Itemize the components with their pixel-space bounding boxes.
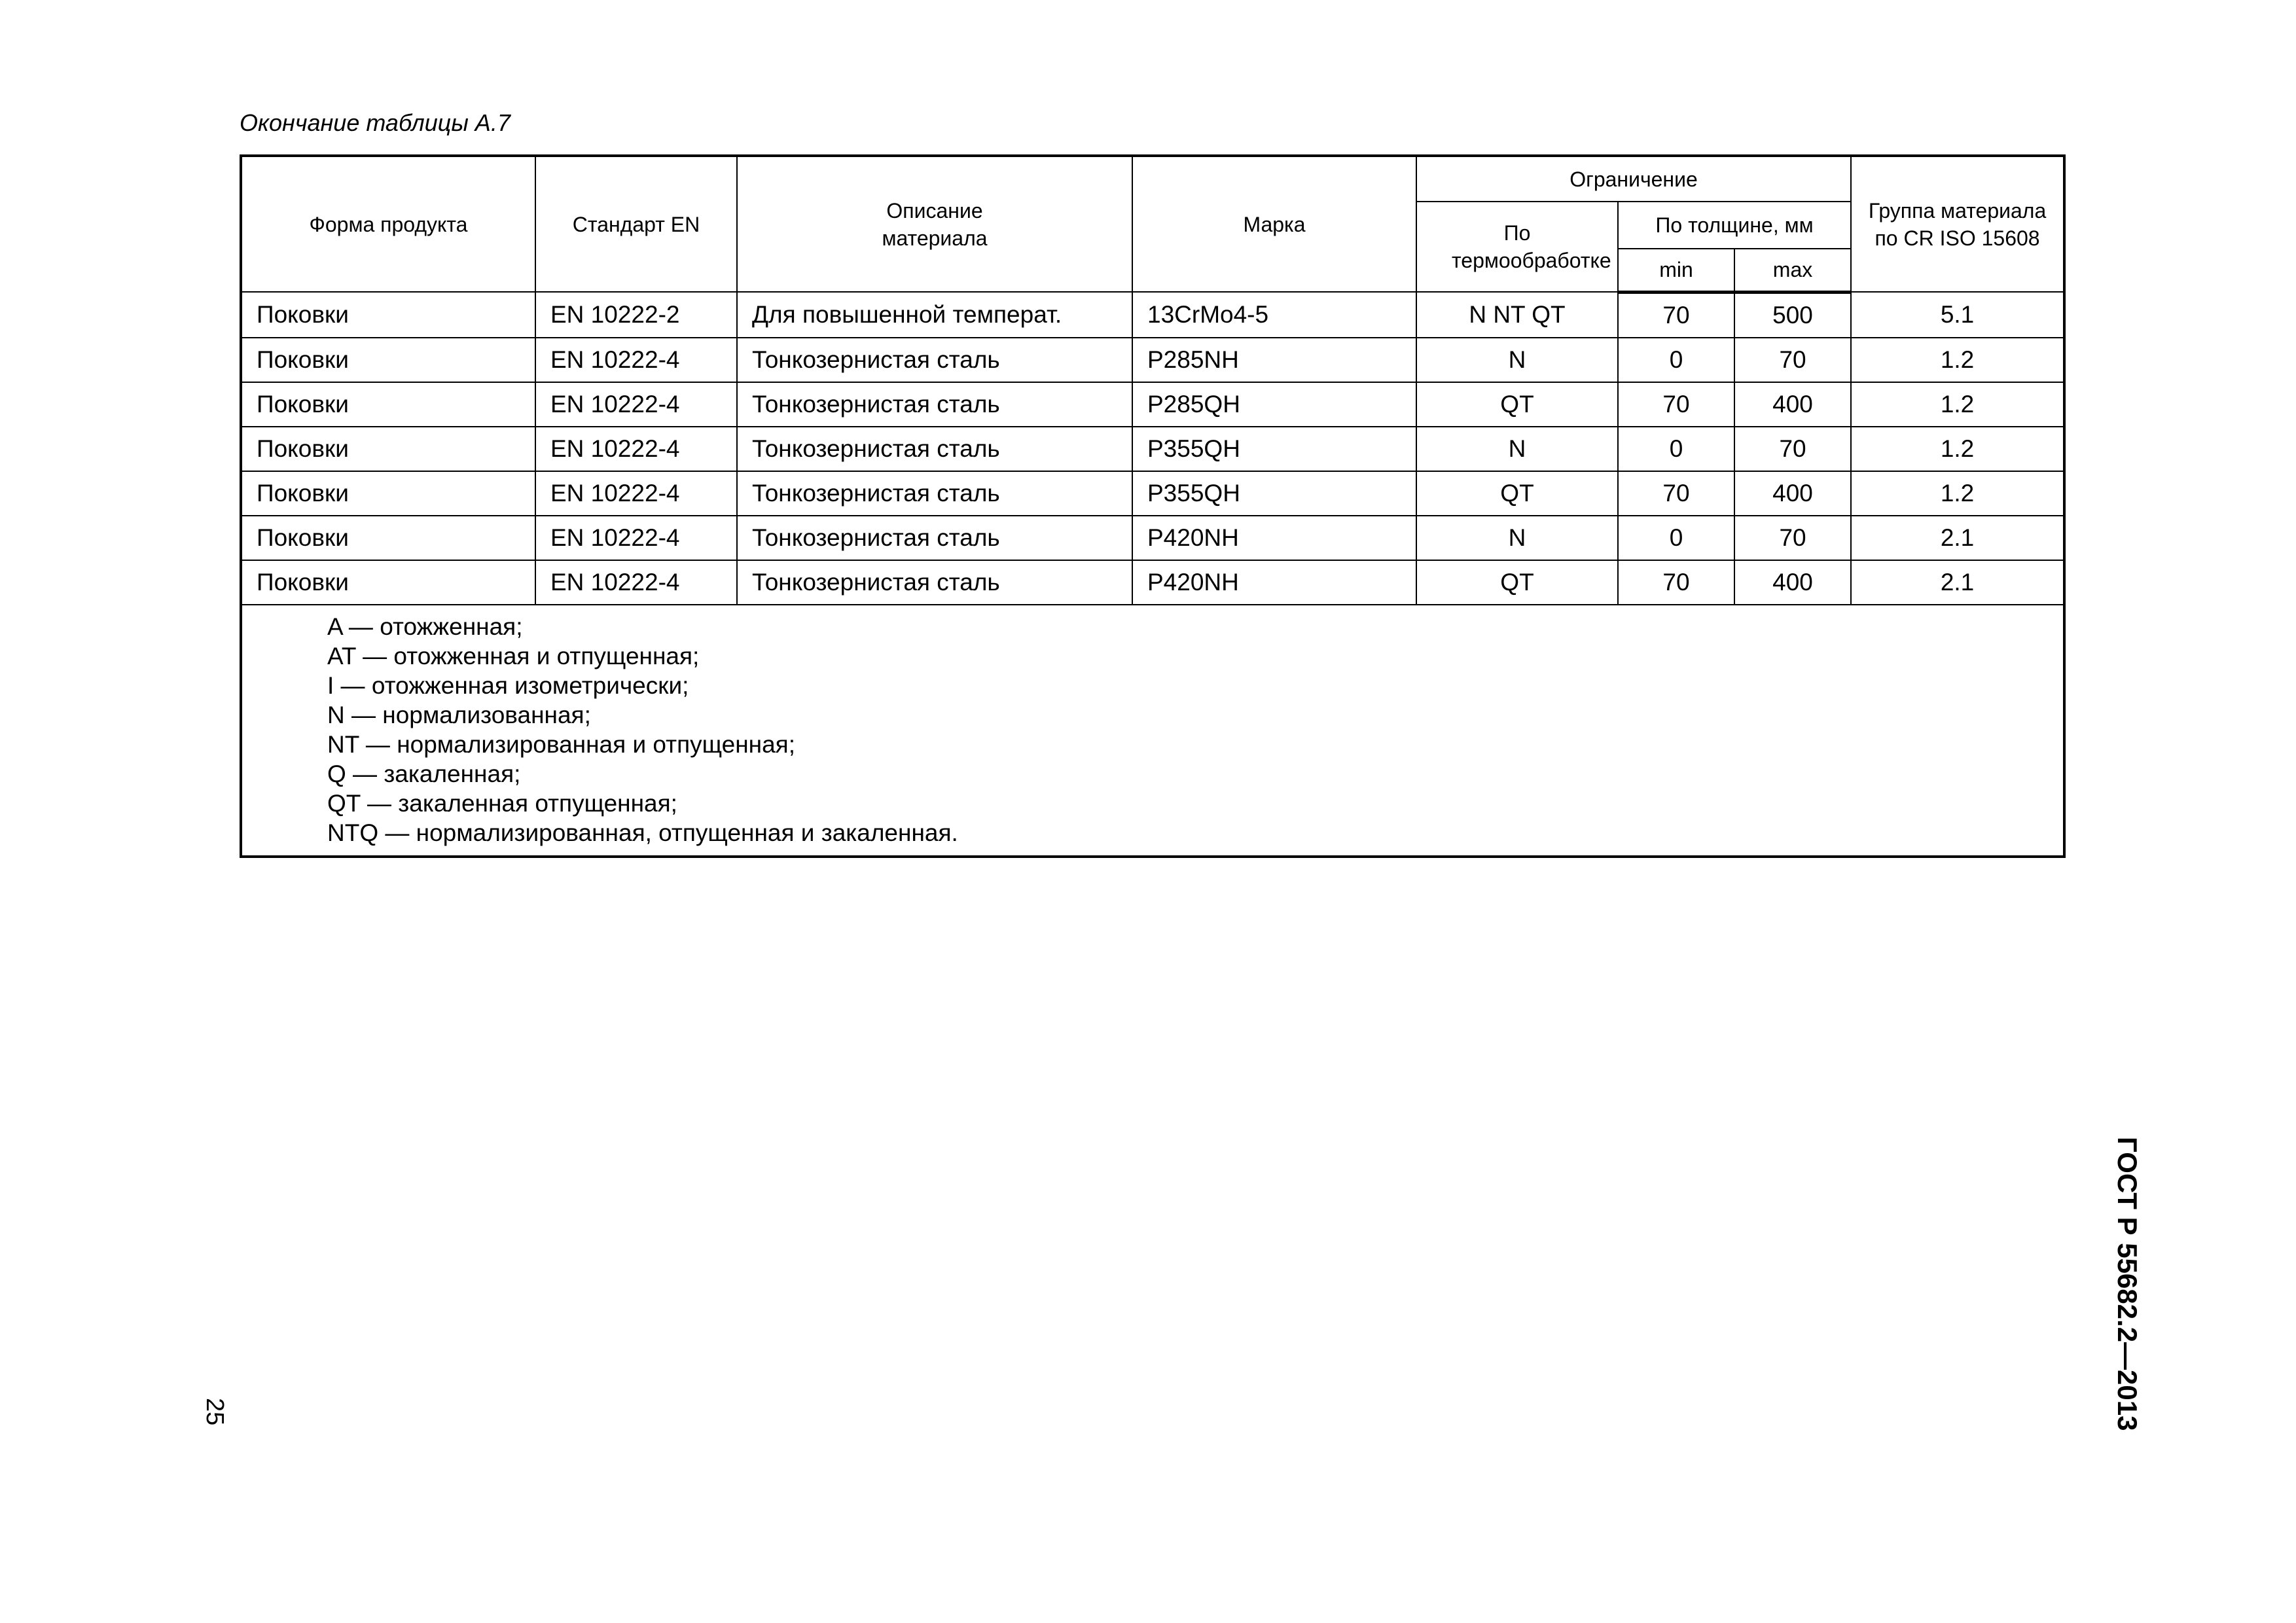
cell-treatment: QT (1416, 382, 1618, 427)
cell-description: Тонкозернистая сталь (737, 516, 1132, 560)
note-line: Q — закаленная; (327, 760, 521, 787)
note-line: N — нормализованная; (327, 701, 591, 728)
cell-group: 2.1 (1851, 560, 2064, 605)
cell-standard: EN 10222-2 (535, 292, 737, 338)
table-row (241, 516, 2064, 560)
cell-grade: P285QH (1132, 382, 1416, 427)
running-header: ГОСТ Р 55682.2—2013 (2112, 1137, 2143, 1431)
page-number: 25 (201, 1398, 228, 1426)
cell-min: 70 (1618, 560, 1734, 605)
header-standard: Стандарт EN (535, 156, 737, 292)
cell-max: 70 (1734, 427, 1851, 471)
cell-treatment: N (1416, 516, 1618, 560)
cell-min: 70 (1618, 292, 1734, 338)
cell-treatment: N NT QT (1416, 292, 1618, 338)
cell-description: Тонкозернистая сталь (737, 382, 1132, 427)
cell-description: Тонкозернистая сталь (737, 427, 1132, 471)
cell-grade: P355QH (1132, 471, 1416, 516)
header-group-text: Группа материала по CR ISO 15608 (1868, 198, 2047, 250)
cell-standard: EN 10222-4 (535, 338, 737, 382)
header-max: max (1734, 249, 1851, 292)
cell-grade: P420NH (1132, 560, 1416, 605)
cell-form: Поковки (241, 292, 535, 338)
header-group (1851, 156, 2064, 292)
header-restriction: Ограничение (1416, 156, 1851, 202)
cell-standard: EN 10222-4 (535, 382, 737, 427)
cell-grade: P420NH (1132, 516, 1416, 560)
materials-table (240, 154, 2066, 858)
cell-treatment: QT (1416, 471, 1618, 516)
header-min: min (1618, 249, 1734, 292)
table-caption: Окончание таблицы А.7 (240, 109, 511, 136)
cell-max: 400 (1734, 560, 1851, 605)
cell-form: Поковки (241, 516, 535, 560)
cell-min: 70 (1618, 382, 1734, 427)
table-row (241, 560, 2064, 605)
cell-max: 70 (1734, 516, 1851, 560)
cell-description: Тонкозернистая сталь (737, 560, 1132, 605)
legend-notes (241, 605, 2064, 857)
note-line: QT — закаленная отпущенная; (327, 789, 677, 817)
cell-treatment: QT (1416, 560, 1618, 605)
cell-min: 0 (1618, 427, 1734, 471)
cell-treatment: N (1416, 427, 1618, 471)
table-body (241, 292, 2064, 857)
cell-group: 2.1 (1851, 516, 2064, 560)
cell-max: 70 (1734, 338, 1851, 382)
cell-min: 0 (1618, 516, 1734, 560)
header-thickness: По толщине, мм (1618, 202, 1851, 249)
cell-standard: EN 10222-4 (535, 560, 737, 605)
note-line: NTQ — нормализированная, отпущенная и закаленная. (327, 819, 958, 846)
header-product-form: Форма продукта (241, 156, 535, 292)
cell-max: 400 (1734, 382, 1851, 427)
cell-standard: EN 10222-4 (535, 427, 737, 471)
header-heat-treatment (1416, 202, 1618, 292)
cell-group: 1.2 (1851, 382, 2064, 427)
table-row (241, 382, 2064, 427)
cell-description: Для повышенной температ. (737, 292, 1132, 338)
table-row (241, 427, 2064, 471)
cell-min: 0 (1618, 338, 1734, 382)
notes-row (241, 605, 2064, 857)
cell-min: 70 (1618, 471, 1734, 516)
cell-form: Поковки (241, 338, 535, 382)
cell-group: 5.1 (1851, 292, 2064, 338)
cell-group: 1.2 (1851, 338, 2064, 382)
cell-description: Тонкозернистая сталь (737, 471, 1132, 516)
table-header (241, 156, 2064, 292)
cell-max: 400 (1734, 471, 1851, 516)
table-row (241, 338, 2064, 382)
note-line: AT — отожженная и отпущенная; (327, 642, 700, 669)
header-description-text: Описание материала (882, 198, 988, 250)
cell-grade: 13CrMo4-5 (1132, 292, 1416, 338)
cell-grade: P285NH (1132, 338, 1416, 382)
cell-description: Тонкозернистая сталь (737, 338, 1132, 382)
cell-max: 500 (1734, 292, 1851, 338)
note-line: A — отожженная; (327, 613, 523, 640)
cell-group: 1.2 (1851, 471, 2064, 516)
cell-grade: P355QH (1132, 427, 1416, 471)
cell-treatment: N (1416, 338, 1618, 382)
cell-standard: EN 10222-4 (535, 516, 737, 560)
header-grade: Марка (1132, 156, 1416, 292)
header-heat-treatment-text: По термообработке (1452, 221, 1611, 272)
note-line: NT — нормализированная и отпущенная; (327, 730, 795, 758)
cell-form: Поковки (241, 471, 535, 516)
cell-form: Поковки (241, 382, 535, 427)
cell-standard: EN 10222-4 (535, 471, 737, 516)
note-line: I — отожженная изометрически; (327, 671, 689, 699)
table-row (241, 471, 2064, 516)
cell-form: Поковки (241, 560, 535, 605)
table-row (241, 292, 2064, 338)
header-description (737, 156, 1132, 292)
cell-group: 1.2 (1851, 427, 2064, 471)
cell-form: Поковки (241, 427, 535, 471)
